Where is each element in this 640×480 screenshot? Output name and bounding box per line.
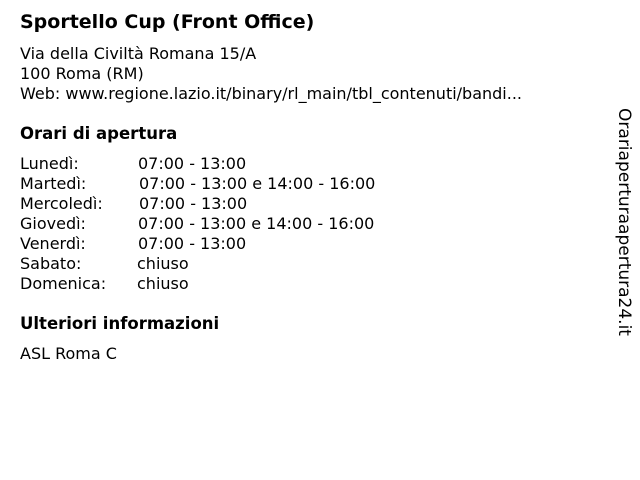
time-value: 07:00 - 13:00 — [138, 234, 247, 253]
time-value: 07:00 - 13:00 — [138, 154, 247, 173]
opening-hours-heading: Orari di apertura — [20, 124, 178, 143]
hours-row-mercoledi — [20, 194, 440, 214]
address-city: 100 Roma (RM) — [20, 64, 144, 83]
page-title: Sportello Cup (Front Office) — [20, 11, 315, 33]
hours-row-lunedi — [20, 154, 440, 174]
hours-row-giovedi — [20, 214, 440, 234]
time-value: chiuso — [137, 254, 189, 273]
hours-row-domenica — [20, 274, 440, 294]
day-label: Mercoledì: — [20, 194, 103, 213]
time-value: 07:00 - 13:00 — [139, 194, 248, 213]
day-label: Venerdì: — [20, 234, 86, 253]
opening-hours-list — [20, 154, 440, 294]
time-value: 07:00 - 13:00 e 14:00 - 16:00 — [139, 174, 376, 193]
address-street: Via della Civiltà Romana 15/A — [20, 44, 257, 63]
day-label: Giovedì: — [20, 214, 86, 233]
day-label: Lunedì: — [20, 154, 79, 173]
day-label: Domenica: — [20, 274, 107, 293]
site-watermark: Orariaperturaapertura24.it — [614, 108, 634, 336]
hours-row-sabato — [20, 254, 440, 274]
hours-row-martedi — [20, 174, 440, 194]
more-info-heading: Ulteriori informazioni — [20, 314, 220, 333]
time-value: chiuso — [137, 274, 189, 293]
day-label: Martedì: — [20, 174, 87, 193]
day-label: Sabato: — [20, 254, 82, 273]
more-info-text: ASL Roma C — [20, 344, 117, 363]
time-value: 07:00 - 13:00 e 14:00 - 16:00 — [138, 214, 375, 233]
website-link[interactable]: Web: www.regione.lazio.it/binary/rl_main/tbl_contenuti/bandi... — [20, 84, 523, 103]
hours-row-venerdi — [20, 234, 440, 254]
